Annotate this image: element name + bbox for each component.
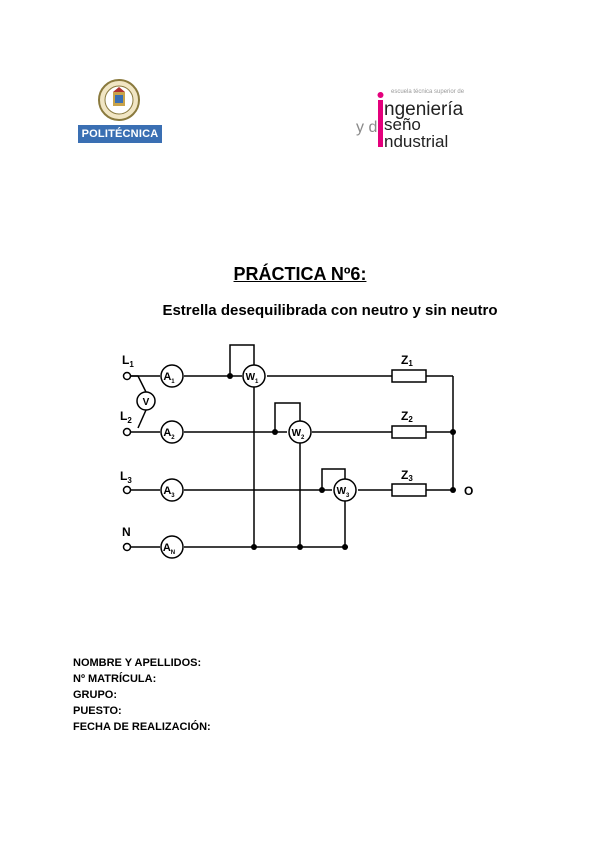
junction-dot xyxy=(342,544,348,550)
field-date-label: FECHA DE REALIZACIÓN: xyxy=(73,721,211,733)
terminal-n xyxy=(124,544,131,551)
junction-dot xyxy=(251,544,257,550)
junction-dot xyxy=(272,429,278,435)
ammeter-a3 xyxy=(161,479,183,501)
terminal-l3 xyxy=(124,487,131,494)
line-label-n: N xyxy=(122,525,131,539)
star-point-label: O xyxy=(464,484,474,498)
junction-dot xyxy=(227,373,233,379)
svg-text:W2: $W_2$ xyxy=(291,428,305,441)
etsidi-line2-prefix: y d xyxy=(356,119,378,136)
svg-text:W3: $W_3$ xyxy=(336,486,350,499)
wattmeter-w2 xyxy=(289,421,311,443)
etsidi-line1: ngeniería xyxy=(384,99,464,120)
line-label-l2: $L_2$ xyxy=(120,409,132,425)
etsidi-accent-bar xyxy=(378,100,383,147)
etsidi-dot-1 xyxy=(378,92,384,98)
wattmeter-w3 xyxy=(334,479,356,501)
svg-text:AN: $A_N$ xyxy=(162,542,176,556)
student-form xyxy=(73,655,211,735)
ammeter-a1 xyxy=(161,365,183,387)
impedance-z1 xyxy=(392,370,426,382)
svg-text:A2: $A_2$ xyxy=(163,427,175,441)
page-title: PRÁCTICA Nº6: xyxy=(233,264,367,284)
page-subtitle: Estrella desequilibrada con neutro y sin neutro xyxy=(162,302,498,319)
junction-dot xyxy=(450,487,456,493)
impedance-z3 xyxy=(392,484,426,496)
etsidi-logo xyxy=(356,82,490,152)
voltmeter xyxy=(137,392,155,410)
line-label-l1: $L_1$ xyxy=(122,353,134,369)
impedance-label-z1: Z1 xyxy=(401,353,413,368)
field-station-label: PUESTO: xyxy=(73,705,122,717)
terminal-l1 xyxy=(124,373,131,380)
wattmeter-w1 xyxy=(243,365,265,387)
impedance-label-z2: Z2 xyxy=(401,409,413,424)
etsidi-line2: seño xyxy=(384,115,421,134)
junction-dot xyxy=(297,544,303,550)
field-name-label: NOMBRE Y APELLIDOS: xyxy=(73,657,202,669)
line-label-l3: $L_3$ xyxy=(120,469,132,485)
etsidi-small-text: escuela técnica superior de xyxy=(391,89,465,95)
upm-label: POLITÉCNICA xyxy=(78,125,162,143)
circuit-diagram xyxy=(112,340,492,565)
junction-dot xyxy=(450,429,456,435)
svg-text:V: V xyxy=(142,397,150,408)
field-group-label: GRUPO: xyxy=(73,689,117,701)
svg-text:A3: $A_3$ xyxy=(163,485,175,499)
impedance-label-z3: Z3 xyxy=(401,468,413,483)
field-id-label: Nº MATRÍCULA: xyxy=(73,673,157,685)
upm-logo xyxy=(78,78,162,144)
ammeter-a2 xyxy=(161,421,183,443)
svg-text:A1: $A_1$ xyxy=(163,371,175,385)
junction-dot xyxy=(319,487,325,493)
etsidi-line3: ndustrial xyxy=(384,132,449,151)
svg-text:W1: $W_1$ xyxy=(245,372,259,385)
impedance-z2 xyxy=(392,426,426,438)
terminal-l2 xyxy=(124,429,131,436)
ammeter-an xyxy=(161,536,183,558)
upm-crest-icon xyxy=(98,78,140,122)
